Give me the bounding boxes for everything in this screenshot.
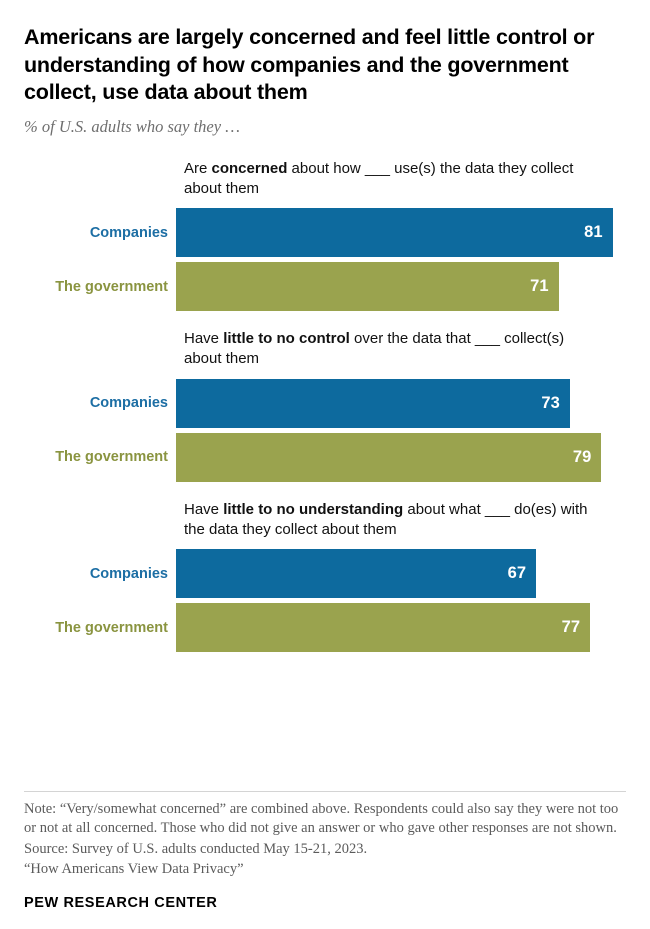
chart-panel-little-understanding	[24, 500, 626, 653]
bar-value: 73	[541, 393, 560, 412]
chart-source: Source: Survey of U.S. adults conducted May 15-21, 2023.	[24, 841, 368, 858]
bar-government[interactable]	[176, 603, 590, 652]
chart-row	[24, 208, 626, 257]
page-title: Americans are largely concerned and feel little control or understanding of how companies and the government collect, use data about them	[24, 25, 595, 105]
bar-value: 81	[584, 223, 603, 242]
bar-track	[176, 208, 626, 257]
row-category-label: The government	[55, 619, 168, 636]
chart-report-title: “How Americans View Data Privacy”	[24, 860, 244, 877]
row-category-label: Companies	[89, 224, 168, 241]
bar-value: 67	[507, 564, 526, 583]
bar-track	[176, 603, 626, 652]
bar-companies[interactable]	[176, 549, 536, 598]
panel-label-suffix: over the data that ___ collect(s) about them	[184, 330, 565, 368]
panel-label-prefix: Have	[184, 500, 224, 518]
panel-label	[184, 500, 604, 541]
chart-subtitle: % of U.S. adults who say they …	[24, 116, 240, 136]
panel-label-emphasis: little to no understanding	[223, 500, 404, 518]
chart-row	[24, 262, 626, 311]
chart-area	[24, 159, 626, 653]
bar-companies[interactable]	[176, 379, 570, 428]
bar-government[interactable]	[176, 433, 601, 482]
row-category-label: Companies	[89, 395, 168, 412]
panel-label-prefix: Are	[184, 159, 212, 177]
panel-label	[184, 159, 604, 200]
brand-logo: PEW RESEARCH CENTER	[24, 895, 218, 911]
chart-row	[24, 433, 626, 482]
row-category-label: Companies	[89, 565, 168, 582]
chart-panel-little-control	[24, 329, 626, 482]
panel-label-suffix: about what ___ do(es) with the data they collect about them	[184, 500, 588, 538]
bar-government[interactable]	[176, 262, 559, 311]
bar-track	[176, 433, 626, 482]
bar-track	[176, 379, 626, 428]
bar-value: 79	[572, 447, 592, 466]
bar-track	[176, 549, 626, 598]
chart-footer	[24, 791, 626, 911]
panel-label	[184, 329, 604, 370]
bar-value: 77	[561, 618, 580, 637]
chart-note: Note: “Very/somewhat concerned” are combined above. Respondents could also say they were not too or not at all concerned. Those who did not give an answer or who gave other responses are not shown.	[24, 800, 619, 837]
row-category-label: The government	[55, 278, 168, 295]
panel-label-emphasis: little to no control	[223, 330, 350, 348]
bar-value: 71	[530, 277, 549, 296]
panel-label-emphasis: concerned	[211, 159, 288, 177]
chart-row	[24, 549, 626, 598]
row-category-label: The government	[55, 449, 168, 466]
panel-label-suffix: about how ___ use(s) the data they collect about them	[184, 159, 574, 197]
chart-row	[24, 379, 626, 428]
footer-divider	[24, 791, 626, 792]
bar-track	[176, 262, 626, 311]
panel-label-prefix: Have	[184, 330, 224, 348]
chart-panel-concerned	[24, 159, 626, 312]
chart-row	[24, 603, 626, 652]
bar-companies[interactable]	[176, 208, 613, 257]
